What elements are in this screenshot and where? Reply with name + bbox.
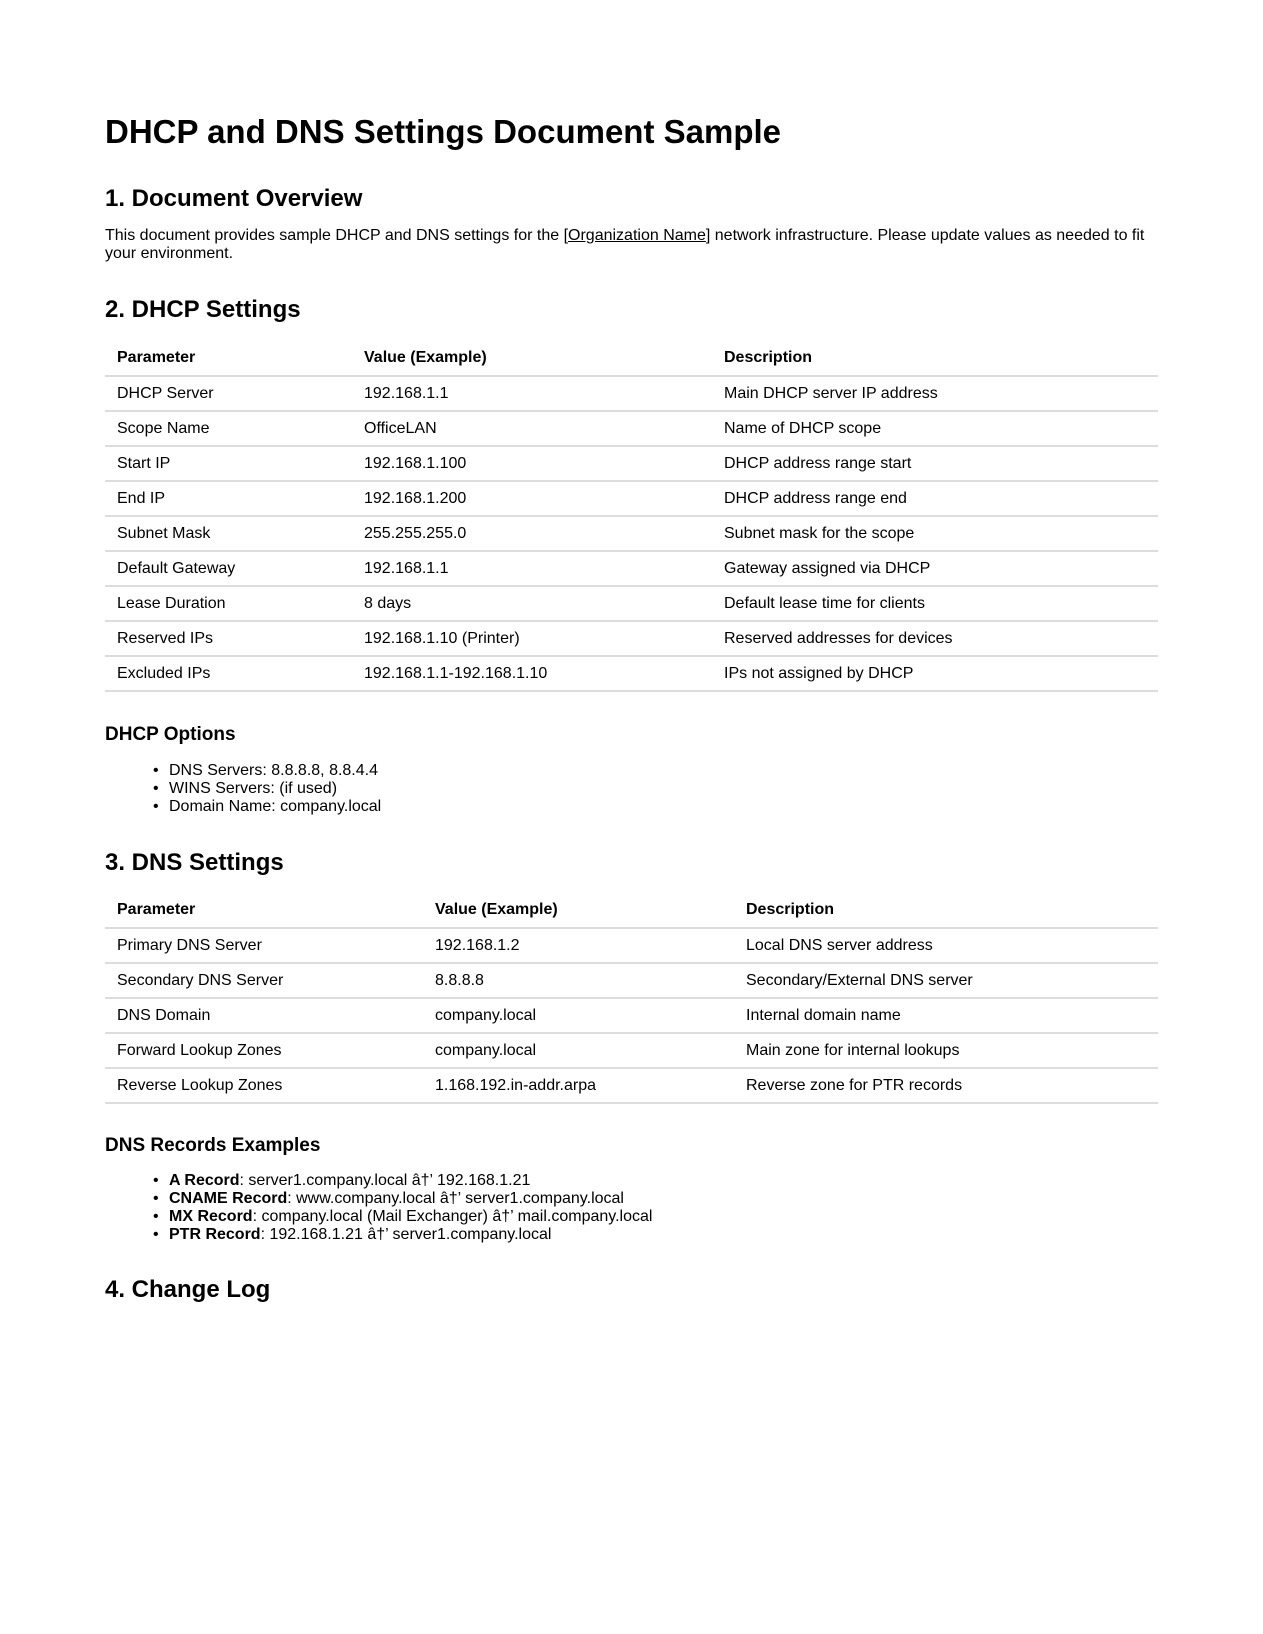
record-text: : www.company.local â†’ server1.company.local	[287, 1190, 624, 1207]
cell-value: company.local	[423, 998, 734, 1033]
dhcp-options-list	[105, 762, 381, 816]
cell-description: Main zone for internal lookups	[734, 1033, 1158, 1068]
overview-paragraph	[105, 227, 1158, 263]
list-item-text: DNS Servers: 8.8.8.8, 8.8.4.4	[169, 762, 378, 779]
cell-parameter: Scope Name	[105, 411, 352, 446]
cell-parameter: DHCP Server	[105, 376, 352, 411]
cell-description: Default lease time for clients	[712, 586, 1158, 621]
list-item	[153, 1208, 653, 1226]
cell-description: Reserved addresses for devices	[712, 621, 1158, 656]
bullet-icon: •	[153, 1190, 159, 1207]
cell-value: 192.168.1.1	[352, 376, 712, 411]
table-row	[105, 411, 1158, 446]
table-row	[105, 656, 1158, 691]
bullet-icon: •	[153, 1208, 159, 1225]
cell-description: IPs not assigned by DHCP	[712, 656, 1158, 691]
table-row	[105, 446, 1158, 481]
subheading-dhcp-options: DHCP Options	[105, 724, 236, 745]
table-row	[105, 551, 1158, 586]
cell-parameter: DNS Domain	[105, 998, 423, 1033]
section-heading-changelog: 4. Change Log	[105, 1276, 271, 1302]
table-row	[105, 1033, 1158, 1068]
column-header-value: Value (Example)	[423, 892, 734, 928]
table-row	[105, 481, 1158, 516]
section-heading-overview: 1. Document Overview	[105, 185, 363, 212]
column-header-description: Description	[734, 892, 1158, 928]
column-header-description: Description	[712, 340, 1158, 376]
dns-settings-table	[105, 892, 1158, 1104]
dns-records-list	[105, 1172, 652, 1244]
cell-value: 192.168.1.10 (Printer)	[352, 621, 712, 656]
cell-description: Subnet mask for the scope	[712, 516, 1158, 551]
table-row	[105, 928, 1158, 963]
bullet-icon: •	[153, 1226, 159, 1243]
table-header-row	[105, 892, 1158, 928]
table-row	[105, 1068, 1158, 1103]
cell-description: Name of DHCP scope	[712, 411, 1158, 446]
list-item-text: Domain Name: company.local	[169, 798, 382, 815]
cell-parameter: End IP	[105, 481, 352, 516]
bullet-icon: •	[153, 762, 159, 779]
record-type-label: A Record	[169, 1172, 240, 1189]
list-item	[153, 1226, 652, 1244]
cell-description: Main DHCP server IP address	[712, 376, 1158, 411]
cell-value: 1.168.192.in-addr.arpa	[423, 1068, 734, 1103]
section-heading-dhcp: 2. DHCP Settings	[105, 296, 301, 323]
cell-parameter: Lease Duration	[105, 586, 352, 621]
cell-value: 192.168.1.1-192.168.1.10	[352, 656, 712, 691]
organization-name-placeholder: Organization Name	[568, 227, 706, 244]
section-heading-dns: 3. DNS Settings	[105, 849, 284, 876]
table-row	[105, 963, 1158, 998]
bullet-icon: •	[153, 798, 159, 815]
column-header-parameter: Parameter	[105, 340, 352, 376]
dhcp-settings-table	[105, 340, 1158, 692]
cell-description: Secondary/External DNS server	[734, 963, 1158, 998]
cell-value: OfficeLAN	[352, 411, 712, 446]
cell-value: 192.168.1.2	[423, 928, 734, 963]
column-header-value: Value (Example)	[352, 340, 712, 376]
cell-description: Reverse zone for PTR records	[734, 1068, 1158, 1103]
cell-value: 255.255.255.0	[352, 516, 712, 551]
cell-value: 192.168.1.1	[352, 551, 712, 586]
list-item	[153, 780, 381, 798]
table-row	[105, 586, 1158, 621]
overview-text-after: ] network infrastructure. Please update values as needed to fit your environment.	[105, 227, 1145, 262]
record-type-label: PTR Record	[169, 1226, 261, 1243]
record-text: : server1.company.local â†’ 192.168.1.21	[239, 1172, 531, 1189]
document-title: DHCP and DNS Settings Document Sample	[105, 113, 782, 150]
table-row	[105, 376, 1158, 411]
cell-value: 192.168.1.200	[352, 481, 712, 516]
cell-parameter: Reserved IPs	[105, 621, 352, 656]
cell-description: Local DNS server address	[734, 928, 1158, 963]
cell-parameter: Reverse Lookup Zones	[105, 1068, 423, 1103]
cell-parameter: Primary DNS Server	[105, 928, 423, 963]
record-text: : company.local (Mail Exchanger) â†’ mail.company.local	[252, 1208, 653, 1225]
table-row	[105, 516, 1158, 551]
list-item	[153, 1190, 652, 1208]
table-row	[105, 998, 1158, 1033]
column-header-parameter: Parameter	[105, 892, 423, 928]
bullet-icon: •	[153, 780, 159, 797]
cell-parameter: Forward Lookup Zones	[105, 1033, 423, 1068]
cell-value: 8.8.8.8	[423, 963, 734, 998]
cell-description: Internal domain name	[734, 998, 1158, 1033]
cell-description: DHCP address range start	[712, 446, 1158, 481]
cell-value: company.local	[423, 1033, 734, 1068]
cell-value: 192.168.1.100	[352, 446, 712, 481]
cell-parameter: Default Gateway	[105, 551, 352, 586]
cell-parameter: Start IP	[105, 446, 352, 481]
cell-description: DHCP address range end	[712, 481, 1158, 516]
cell-parameter: Excluded IPs	[105, 656, 352, 691]
list-item-text: WINS Servers: (if used)	[169, 780, 338, 797]
subheading-dns-records: DNS Records Examples	[105, 1135, 321, 1156]
bullet-icon: •	[153, 1172, 159, 1189]
list-item	[153, 1172, 652, 1190]
cell-description: Gateway assigned via DHCP	[712, 551, 1158, 586]
record-type-label: CNAME Record	[169, 1190, 288, 1207]
list-item	[153, 798, 382, 816]
cell-parameter: Secondary DNS Server	[105, 963, 423, 998]
record-type-label: MX Record	[169, 1208, 253, 1225]
list-item	[153, 762, 381, 780]
record-text: : 192.168.1.21 â†’ server1.company.local	[260, 1226, 552, 1243]
cell-parameter: Subnet Mask	[105, 516, 352, 551]
cell-value: 8 days	[352, 586, 712, 621]
table-row	[105, 621, 1158, 656]
overview-text-before: This document provides sample DHCP and DNS settings for the [	[105, 227, 569, 244]
table-header-row	[105, 340, 1158, 376]
